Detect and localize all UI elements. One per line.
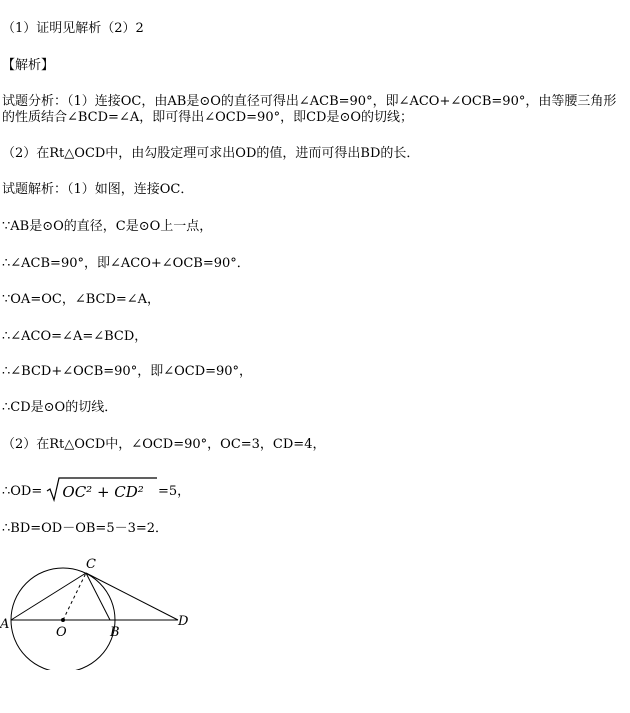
solution-step: ∴∠ACO=∠A=∠BCD， — [2, 329, 148, 344]
solution-step: ∵AB是⊙O的直径，C是⊙O上一点， — [2, 219, 213, 234]
segment-cb — [86, 573, 110, 620]
solution-intro: 试题解析：（1）如图，连接OC． — [2, 182, 194, 197]
radical-sign-icon — [46, 476, 158, 502]
od-prefix: ∴OD= — [2, 484, 43, 499]
solution-step: ∴CD是⊙O的切线． — [2, 400, 118, 415]
label-o: O — [56, 625, 67, 640]
label-a: A — [0, 617, 10, 632]
label-d: D — [178, 614, 189, 629]
solution-step: ∵OA=OC，∠BCD=∠A， — [2, 292, 161, 307]
od-suffix: =5， — [157, 484, 191, 499]
tangent-cd — [86, 573, 178, 620]
solution-step: ∴∠ACB=90°，即∠ACO+∠OCB=90°． — [2, 256, 250, 271]
label-b: B — [110, 625, 120, 640]
od-radicand: OC² + CD² — [62, 483, 144, 501]
analysis-paragraph-2: （2）在Rt△OCD中，由勾股定理可求出OD的值，进而可得出BD的长． — [2, 146, 420, 161]
answer-line: （1）证明见解析（2）2 — [2, 21, 144, 36]
sqrt-expression — [46, 476, 149, 507]
solution-step: ∴∠BCD+∠OCB=90°，即∠OCD=90°， — [2, 364, 253, 379]
solution-step: （2）在Rt△OCD中，∠OCD=90°，OC=3，CD=4， — [2, 437, 326, 452]
od-formula-line — [2, 476, 190, 507]
center-point-o — [61, 618, 65, 622]
geometry-figure — [0, 555, 200, 670]
label-c: C — [86, 557, 96, 572]
analysis-paragraph-1: 试题分析：（1）连接OC，由AB是⊙O的直径可得出∠ACB=90°，即∠ACO+∠OCB=90°，由等腰三角形的性质结合∠BCD=∠A，即可得出∠OCD=90°，即CD是⊙O的切线； — [2, 94, 617, 125]
bd-line: ∴BD=OD－OB=5－3=2． — [2, 521, 169, 536]
analysis-heading: 【解析】 — [2, 58, 55, 73]
